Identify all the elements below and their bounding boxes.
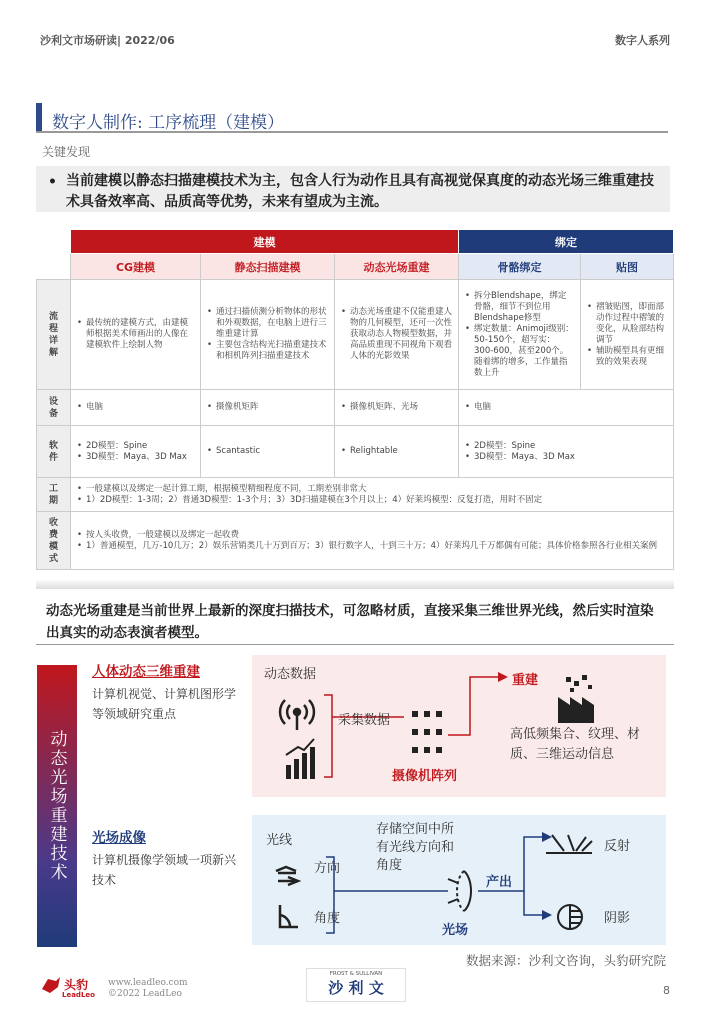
leadleo-logo: [40, 975, 95, 999]
cell-process-cg: [71, 280, 201, 390]
cell-process-dynamic: [335, 280, 459, 390]
summary-box: [36, 166, 670, 212]
key-findings-label: 关键发现: [42, 145, 91, 159]
cell-software-static: [201, 426, 335, 478]
col-dynamic: 动态光场重建: [335, 254, 459, 280]
fs-cn: 沙 利 文: [328, 979, 384, 997]
page-title: 数字人制作: 工序梳理（建模）: [52, 113, 285, 133]
corner-cell: [37, 254, 71, 280]
list-item: • Scantastic: [207, 446, 328, 457]
list-item: • 褶皱贴图，即面部动作过程中褶皱的变化，从脸部结构调节: [587, 302, 667, 346]
list-item: • 摄像机矩阵: [207, 402, 328, 413]
col-cg: CG建模: [71, 254, 201, 280]
title-bar: [36, 103, 668, 133]
summary-text: 当前建模以静态扫描建模技术为主，包含人行为动作且具有高视觉保真度的动态光场三维重建技术具备效率高、品质高等优势，未来有望成为主流。: [66, 173, 654, 210]
row-head-text: 流程详解: [48, 311, 58, 358]
shadow-label: 阴影: [604, 911, 631, 926]
cell-software-dynamic: [335, 426, 459, 478]
side-label: 动态光场重建技术: [37, 665, 77, 947]
footer-copyright: ©2022 LeadLeo: [108, 989, 182, 999]
row-head-device: [37, 390, 71, 426]
list-item: • 最传统的建模方式，由建模师根据美术师画出的人像在建模软件上绘制人物: [77, 318, 194, 351]
arrow-head-icon: [542, 832, 552, 842]
list-item: • 电脑: [465, 402, 667, 413]
storage-label: 存储空间中所有光线方向和角度: [376, 822, 455, 873]
row-head-fee: [37, 512, 71, 570]
list-item: • 一般建模以及绑定一起计算工期，根据模型精细程度不同，工期差别非常大: [77, 484, 667, 495]
cell-device-binding: [459, 390, 674, 426]
list-item: • 动态光场重建不仅能重建人物的几何模型，还可一次性获取动态人物模型数据，并高品质重现不同视角下观看人体的光影效果: [341, 307, 452, 362]
lightfield-label: 光场: [442, 923, 469, 938]
row-head-software: [37, 426, 71, 478]
camera-array-icon: [412, 711, 442, 753]
angle-icon: [280, 905, 298, 927]
fs-top: FROST & SULLIVAN: [329, 971, 383, 977]
camera-array-label: 摄像机阵列: [392, 769, 458, 784]
row-head-text: 工期: [48, 483, 58, 506]
sec2-title: 光场成像: [92, 830, 146, 846]
light-label: 光线: [266, 833, 293, 848]
angle-label: 角度: [314, 911, 341, 926]
cell-process-map: [581, 280, 674, 390]
arrow-head-icon: [542, 910, 552, 920]
cell-software-binding: [459, 426, 674, 478]
shadow-icon: [558, 905, 582, 929]
cell-period: [71, 478, 674, 512]
cell-device-static: [201, 390, 335, 426]
corner-cell: [37, 230, 71, 254]
list-item: • 辅助模型具有更细致的效果表现: [587, 346, 667, 368]
building-icon: [558, 675, 594, 723]
arrow-head-icon: [498, 672, 508, 682]
chart-icon: [286, 739, 315, 779]
reflect-icon: [546, 835, 592, 853]
cell-device-cg: [71, 390, 201, 426]
sec2-panel: [252, 815, 666, 945]
header-left: 沙利文市场研读| 2022/06: [40, 34, 175, 47]
list-item: • 3D模型：Maya、3D Max: [77, 452, 194, 463]
sec2-desc: 计算机摄像学领域一项新兴技术: [92, 853, 237, 887]
direction-label: 方向: [314, 861, 341, 876]
cell-software-cg: [71, 426, 201, 478]
col-bone: 骨骼绑定: [459, 254, 581, 280]
row-head-process: [37, 280, 71, 390]
logo-sub: LeadLeo: [62, 991, 95, 999]
reflect-label: 反射: [604, 839, 631, 854]
leopard-icon: [40, 975, 62, 995]
header-right: 数字人系列: [615, 34, 670, 47]
arrow-line: [524, 891, 542, 915]
footer-info: [108, 978, 188, 1000]
sec1-panel: [252, 655, 666, 797]
row-head-text: 软件: [48, 440, 58, 463]
cell-process-static: [201, 280, 335, 390]
dynamic-data-label: 动态数据: [264, 667, 317, 682]
list-item: • 主要包含结构光扫描重建技术和相机阵列扫描重建技术: [207, 340, 328, 362]
rebuild-label: 重建: [512, 673, 539, 688]
list-item: • 电脑: [77, 402, 194, 413]
source-note: 数据来源：沙利文咨询，头豹研究院: [465, 953, 666, 968]
direction-icon: [276, 867, 298, 885]
arrow-line: [448, 677, 498, 735]
sec1-desc: 计算机视觉、计算机图形学等领域研究重点: [92, 687, 237, 721]
cell-process-bone: [459, 280, 581, 390]
result-label: 高低频集合、纹理、材质、三维运动信息: [510, 727, 641, 762]
page-number: 8: [663, 984, 670, 997]
output-label: 产出: [486, 875, 513, 890]
list-item: • 2D模型：Spine: [77, 441, 194, 452]
statement: 动态光场重建是当前世界上最新的深度扫描技术，可忽略材质，直接采集三维世界光线，然后实时渲染出真实的动态表演者模型。: [46, 603, 654, 641]
row-head-text: 收费模式: [48, 517, 58, 564]
list-item: • 按人头收费，一般建模以及绑定一起收费: [77, 530, 667, 541]
list-item: • 3D模型：Maya、3D Max: [465, 452, 667, 463]
row-head-period: [37, 478, 71, 512]
logo-text: 头豹: [64, 978, 89, 992]
frost-sullivan-logo: [306, 968, 406, 1002]
footer-url[interactable]: www.leadleo.com: [108, 978, 188, 988]
group-modeling: 建模: [71, 230, 459, 254]
col-static: 静态扫描建模: [201, 254, 335, 280]
title-marker: [36, 103, 42, 131]
list-item: • 2D模型：Spine: [465, 441, 667, 452]
divider-shadow: [36, 579, 674, 589]
collect-label: 采集数据: [338, 713, 391, 728]
cell-fee: [71, 512, 674, 570]
group-binding: 绑定: [459, 230, 674, 254]
lens-icon: [448, 871, 471, 911]
bracket-line: [324, 695, 332, 777]
cell-device-dynamic: [335, 390, 459, 426]
list-item: • 拆分Blendshape，绑定骨骼，细节不到位用Blendshape修型: [465, 291, 574, 324]
row-head-text: 设备: [48, 396, 58, 419]
sec1-title: 人体动态三维重建: [92, 664, 200, 680]
list-item: • 1）普通模型，几万-10几万；2）娱乐营销类几十万到百万；3）银行数字人，十到三十万；4）好莱坞几千万都偶有可能；具体价格参照各行业相关案例: [77, 541, 667, 552]
list-item: • 摄像机矩阵、光场: [341, 402, 452, 413]
list-item: • 1）2D模型：1-3周；2）普通3D模型：1-3个月；3）3D扫描建模在3个月以上；4）好莱坞模型：反复打造，用时不固定: [77, 495, 667, 506]
signal-icon: [280, 700, 314, 730]
divider: [36, 644, 674, 645]
col-map: 贴图: [581, 254, 674, 280]
process-table: [36, 229, 674, 570]
list-item: • 通过扫描侦测分析物体的形状和外观数据，在电脑上进行三维重建计算: [207, 307, 328, 340]
list-item: • Relightable: [341, 446, 452, 457]
bullet-icon: •: [48, 174, 57, 190]
list-item: • 绑定数量：Animoji级别：50-150个，超写实：300-600，甚至200个。随着绑的增多，工作量指数上升: [465, 324, 574, 379]
